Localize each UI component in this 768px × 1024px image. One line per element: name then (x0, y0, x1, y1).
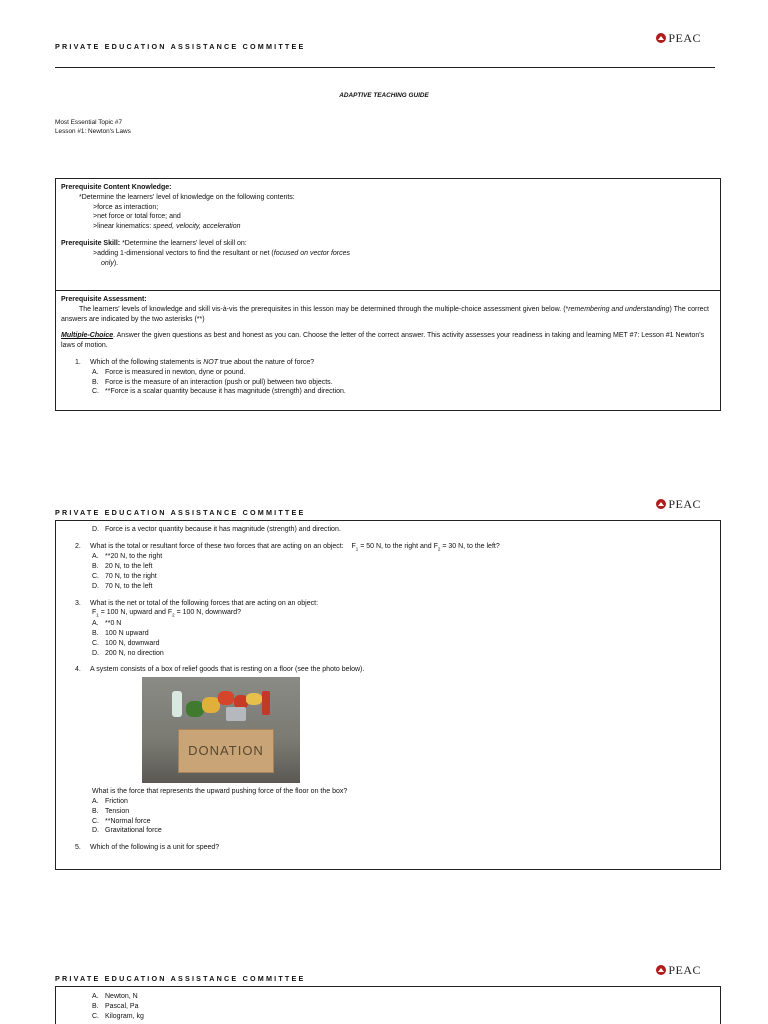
peac-emblem-icon (656, 33, 666, 43)
prereq-intro: *Determine the learners' level of knowledge on the following contents: (79, 193, 295, 201)
mc-instructions: Multiple-Choice. Answer the given questions as best and honest as you can. Choose the letter of the correct answer. This activity assesses your readiness in taking and learning MET #7: Lesson #1 Newton's laws of motion. (61, 332, 705, 350)
prereq-item-1: >force as interaction; (93, 203, 159, 211)
q1-option-c: C. **Force is a scalar quantity because it has magnitude (strength) and direction. (92, 388, 346, 396)
assessment-heading: Prerequisite Assessment: (61, 296, 147, 303)
q5-options (61, 992, 715, 1021)
question-3: 3. What is the net or total of the following forces that are acting on an object: (75, 599, 319, 607)
prereq-item-2: >net force or total force; and (93, 213, 181, 221)
q5-option-b: B. Pascal, Pa (92, 1002, 139, 1010)
donation-box-photo (142, 677, 300, 783)
org-name: PRIVATE EDUCATION ASSISTANCE COMMITTEE (55, 508, 306, 517)
topic-line: Most Essential Topic #7 (55, 119, 123, 126)
logo-text: PEAC (668, 31, 701, 45)
q3-option-a: A. **0 N (92, 620, 122, 628)
peac-logo (656, 30, 701, 47)
header-rule (55, 67, 715, 68)
prereq-section (56, 179, 720, 290)
prereq-heading: Prerequisite Content Knowledge: (61, 184, 172, 191)
org-name: PRIVATE EDUCATION ASSISTANCE COMMITTEE (55, 974, 306, 983)
prereq-box-2 (55, 520, 721, 870)
skill-line: Prerequisite Skill: *Determine the learners' level of skill on: (61, 239, 247, 247)
crate-label: DONATION (188, 743, 264, 759)
q5-option-c: C. Kilogram, kg (92, 1012, 144, 1020)
q2-option-a: A. **20 N, to the right (92, 553, 163, 561)
q2-option-b: B. 20 N, to the left (92, 563, 153, 571)
q2-options (61, 552, 715, 591)
skill-item-cont: only). (101, 259, 119, 267)
question-5: 5. Which of the following is a unit for speed? (75, 844, 220, 852)
doc-title: ADAPTIVE TEACHING GUIDE (339, 92, 429, 99)
skill-item: >adding 1-dimensional vectors to find the resultant or net (focused on vector forces (93, 249, 351, 257)
prereq-box-1 (55, 178, 721, 411)
q3-option-b: B. 100 N upward (92, 629, 149, 637)
q4-option-c: C. **Normal force (92, 817, 151, 825)
peac-logo (656, 962, 701, 979)
q3-option-c: C. 100 N, downward (92, 639, 160, 647)
peac-emblem-icon (656, 965, 666, 975)
peac-logo (656, 496, 701, 513)
q1-option-a: A. Force is measured in newton, dyne or pound. (92, 368, 246, 376)
q1-options-cont (61, 525, 715, 535)
prereq-box-3 (55, 986, 721, 1024)
q1-option-d: D. Force is a vector quantity because it has magnitude (strength) and direction. (92, 526, 341, 533)
q3-forces: $F_1 = 100$ N, upward and $F_2 = 100$ N, downward? (92, 609, 242, 618)
logo-text: PEAC (668, 497, 701, 511)
peac-emblem-icon (656, 499, 666, 509)
question-1: 1. Which of the following statements is NOT true about the nature of force? (75, 358, 315, 366)
q4-option-a: A. Friction (92, 797, 128, 805)
question-4: 4. A system consists of a box of relief goods that is resting on a floor (see the photo below). (75, 666, 365, 674)
q2-option-c: C. 70 N, to the right (92, 573, 157, 581)
question-2: 2. What is the total or resultant force of these two forces that are acting on an object: $F_1 = 50$ N, to the right and $F_2 = 30$ N, to the left? (75, 542, 500, 552)
q2-option-d: D. 70 N, to the left (92, 582, 153, 590)
q4-option-b: B. Tension (92, 807, 130, 815)
assessment-section (56, 290, 720, 410)
q4-option-d: D. Gravitational force (92, 827, 162, 835)
q1-options (61, 368, 715, 397)
assessment-paragraph: The learners' levels of knowledge and skill vis-à-vis the prerequisites in this lesson may be determined through the multiple-choice assessment given below. (*remembering and understanding) The correct answers are indicated by the two asterisks (**) (61, 305, 709, 323)
prereq-item-3: >linear kinematics: speed, velocity, acceleration (93, 223, 241, 231)
q4-followup: What is the force that represents the upward pushing force of the floor on the box? (92, 788, 348, 796)
q3-option-d: D. 200 N, no direction (92, 649, 164, 657)
donation-crate (178, 729, 274, 773)
q1-option-b: B. Force is the measure of an interaction (push or pull) between two objects. (92, 378, 333, 386)
q5-option-a: A. Newton, N (92, 993, 138, 1000)
logo-text: PEAC (668, 963, 701, 977)
q4-options (61, 797, 715, 836)
lesson-line: Lesson #1: Newton's Laws (55, 128, 131, 135)
q3-options (61, 619, 715, 658)
org-name: PRIVATE EDUCATION ASSISTANCE COMMITTEE (55, 42, 306, 51)
